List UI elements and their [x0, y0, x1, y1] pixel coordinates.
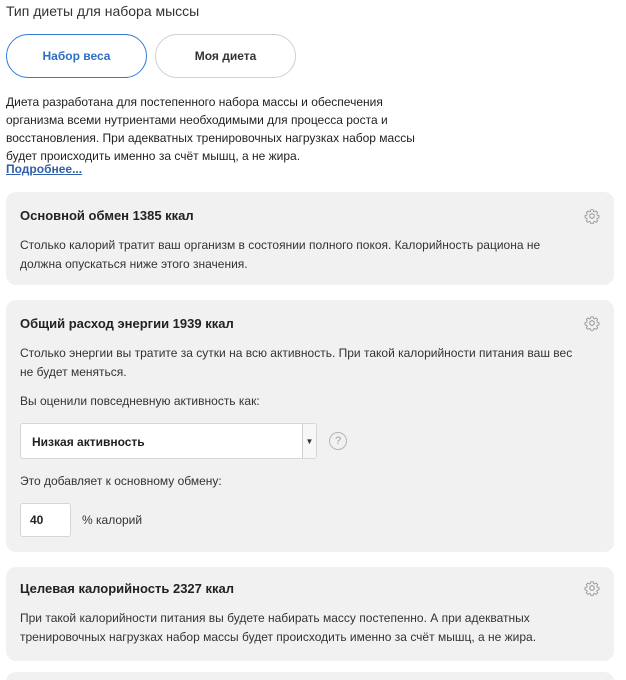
description-line: Диета разработана для постепенного набора массы и обеспечения — [6, 95, 383, 109]
target-title: Целевая калорийность 2327 ккал — [20, 581, 234, 596]
activity-select[interactable] — [20, 423, 317, 459]
target-card — [6, 567, 614, 661]
tdee-description — [20, 344, 580, 382]
target-line: тренировочных нагрузках набор массы будет происходить именно за счёт мышц, а не жира. — [20, 630, 537, 644]
diet-description — [6, 93, 446, 165]
target-description — [20, 609, 580, 647]
target-line: При такой калорийности питания вы будете набирать массу постепенно. А при адекватных — [20, 611, 530, 625]
activity-select-value: Низкая активность — [32, 435, 145, 449]
description-line: будет происходить именно за счёт мышц, а не жира. — [6, 149, 301, 163]
bmr-line: должна опускаться ниже этого значения. — [20, 257, 248, 271]
description-line: организма всеми нутриентами необходимыми для процесса роста и — [6, 113, 388, 127]
bmr-line: Столько калорий тратит ваш организм в состоянии полного покоя. Калорийность рациона не — [20, 238, 541, 252]
adds-label: Это добавляет к основному обмену: — [20, 474, 222, 488]
tdee-title: Общий расход энергии 1939 ккал — [20, 316, 234, 331]
tdee-line: Столько энергии вы тратите за сутки на всю активность. При такой калорийности питания ваш вес — [20, 346, 573, 360]
more-link[interactable]: Подробнее... — [6, 162, 83, 176]
tab-my-diet[interactable]: Моя диета — [155, 34, 296, 78]
diet-type-title: Тип диеты для набора мыссы — [6, 3, 200, 19]
bmr-title: Основной обмен 1385 ккал — [20, 208, 194, 223]
percent-unit: % калорий — [82, 513, 143, 527]
tab-weight-gain[interactable]: Набор веса — [6, 34, 147, 78]
description-line: восстановления. При адекватных тренировочных нагрузках набор массы — [6, 131, 415, 145]
gear-icon[interactable] — [584, 208, 600, 224]
activity-percent-input[interactable] — [20, 503, 71, 537]
gear-icon[interactable] — [584, 315, 600, 331]
question-circle-icon[interactable]: ? — [329, 432, 347, 450]
next-card — [6, 672, 614, 680]
tdee-card — [6, 300, 614, 552]
tdee-line: не будет меняться. — [20, 365, 127, 379]
activity-label: Вы оценили повседневную активность как: — [20, 394, 260, 408]
caret-down-icon[interactable]: ▼ — [302, 424, 316, 458]
gear-icon[interactable] — [584, 580, 600, 596]
bmr-description — [20, 236, 580, 274]
bmr-card — [6, 192, 614, 285]
